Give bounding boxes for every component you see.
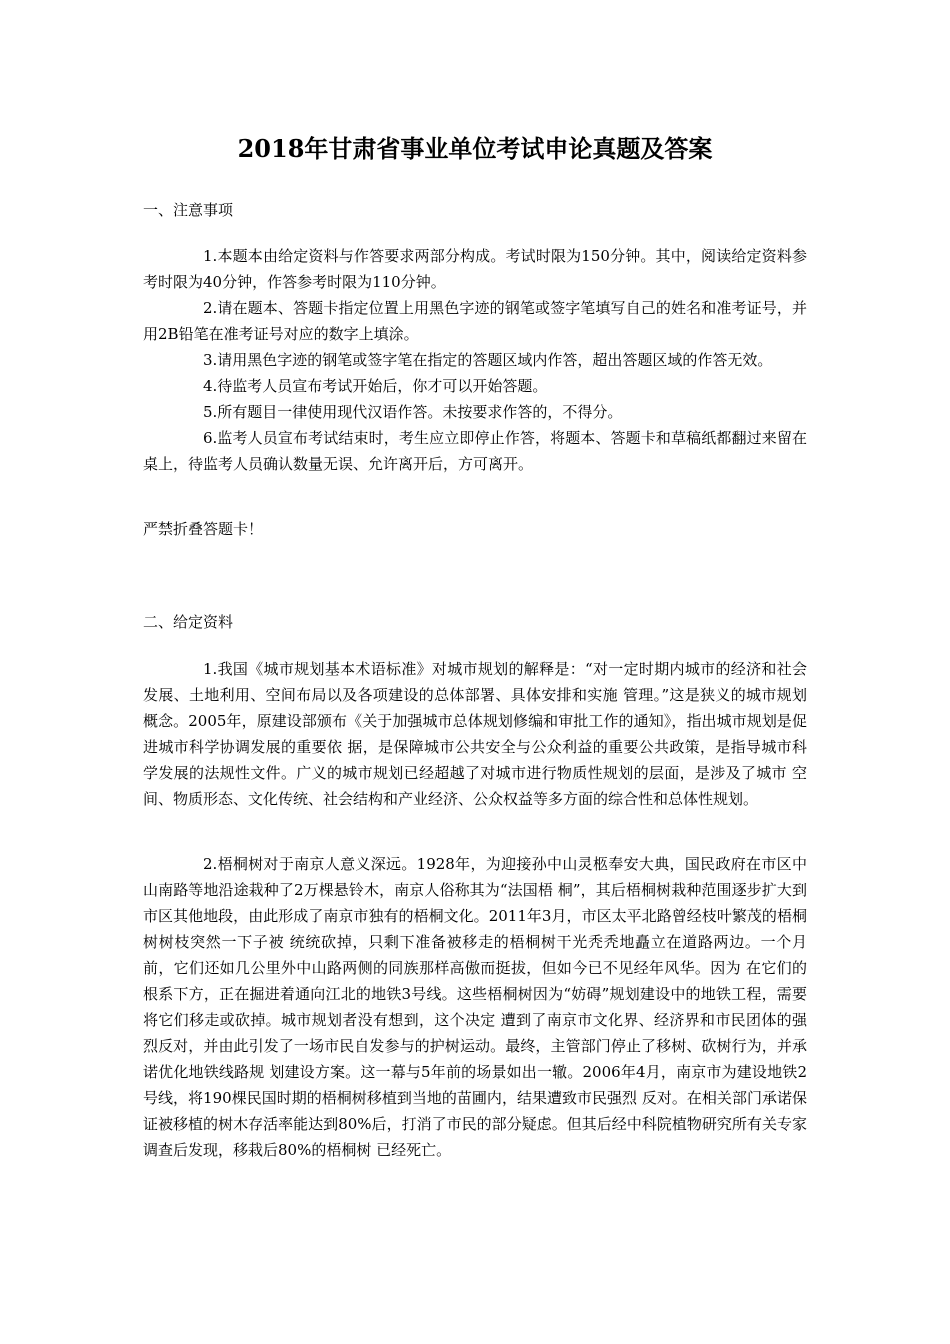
material-paragraph-2 <box>143 851 807 1163</box>
material-paragraph: 2.梧桐树对于南京人意义深远。1928年，为迎接孙中山灵柩奉安大典，国民政府在市区中山南路等地沿途栽种了2万棵悬铃木，南京人俗称其为“法国梧 桐”，其后梧桐树栽种范围逐步扩大到市区其他地段，由此形成了南京市独有的梧桐文化。2011年3月，市区太平北路曾经枝叶繁茂的梧桐树树枝突然一下子被 统统砍掉，只剩下准备被移走的梧桐树干光秃秃地矗立在道路两边。一个月前，它们还如几公里外中山路两侧的同族那样高傲而挺拔，但如今已不见经年风华。因为 在它们的根系下方，正在掘进着通向江北的地铁3号线。这些梧桐树因为“妨碍”规划建设中的地铁工程，需要将它们移走或砍掉。城市规划者没有想到，这个决定 遭到了南京市文化界、经济界和市民团体的强烈反对，并由此引发了一场市民自发参与的护树运动。最终，主管部门停止了移树、砍树行为，并承诺优化地铁线路规 划建设方案。这一幕与5年前的场景如出一辙。2006年4月，南京市为建设地铁2号线，将190棵民国时期的梧桐树移植到当地的苗圃内，结果遭致市民强烈 反对。在相关部门承诺保证被移植的树木存活率能达到80%后，打消了市民的部分疑虑。但其后经中科院植物研究所有关专家调查后发现，移栽后80%的梧桐树 已经死亡。 <box>143 855 807 1159</box>
material-paragraph: 1.我国《城市规划基本术语标准》对城市规划的解释是：“对一定时期内城市的经济和社会发展、土地利用、空间布局以及各项建设的总体部署、具体安排和实施 管理。”这是狭义的城市规划概念。2005年，原建设部颁布《关于加强城市总体规划修编和审批工作的通知》，指出城市规划是促进城市科学协调发展的重要依 据，是保障城市公共安全与公众利益的重要公共政策，是指导城市科学发展的法规性文件。广义的城市规划已经超越了对城市进行物质性规划的层面，是涉及了城市 空间、物质形态、文化传统、社会结构和产业经济、公众权益等多方面的综合性和总体性规划。 <box>143 660 807 808</box>
warning-text: 严禁折叠答题卡！ <box>143 520 264 538</box>
section-heading-notes: 一、注意事项 <box>143 201 234 219</box>
note-item: 6.监考人员宣布考试结束时，考生应立即停止作答，将题本、答题卡和草稿纸都翻过来留在桌上，待监考人员确认数量无误、允许离开后，方可离开。 <box>143 429 807 473</box>
note-item: 3.请用黑色字迹的钢笔或签字笔在指定的答题区域内作答，超出答题区域的作答无效。 <box>203 351 773 369</box>
note-item: 2.请在题本、答题卡指定位置上用黑色字迹的钢笔或签字笔填写自己的姓名和准考证号，并用2B铅笔在准考证号对应的数字上填涂。 <box>143 299 807 343</box>
page-title: 2018年甘肃省事业单位考试申论真题及答案 <box>237 134 713 163</box>
material-paragraph-1 <box>143 656 807 812</box>
section-heading-materials: 二、给定资料 <box>143 613 234 631</box>
note-item: 1.本题本由给定资料与作答要求两部分构成。考试时限为150分钟。其中，阅读给定资料参考时限为40分钟，作答参考时限为110分钟。 <box>143 247 807 291</box>
note-item: 4.待监考人员宣布考试开始后，你才可以开始答题。 <box>203 377 548 395</box>
notes-list <box>143 243 807 477</box>
note-item: 5.所有题目一律使用现代汉语作答。未按要求作答的，不得分。 <box>203 403 623 421</box>
